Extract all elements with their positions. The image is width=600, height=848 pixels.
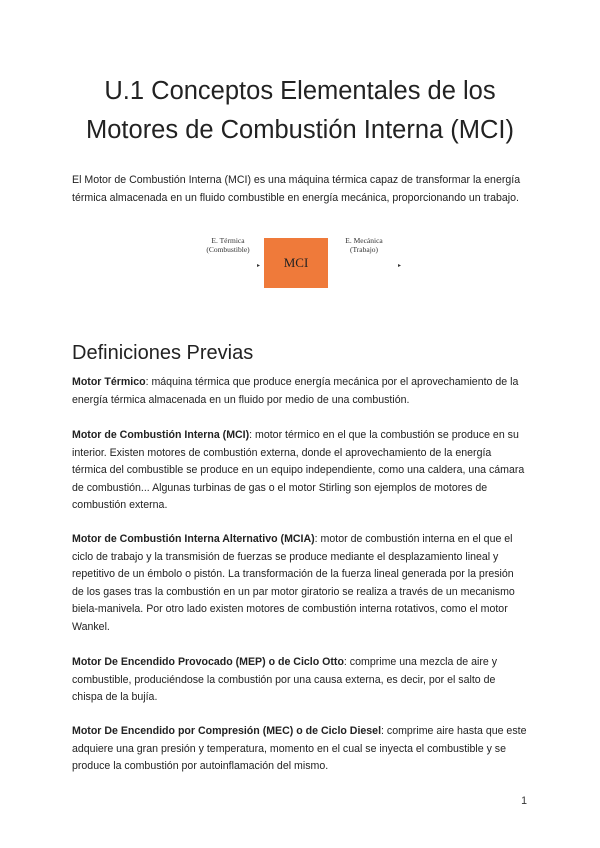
input-label-line-2: (Combustible) (206, 245, 250, 254)
definition-term: Motor Térmico (72, 376, 146, 388)
definition-mci (72, 427, 528, 515)
definition-text: : comprime aire hasta que este adquiere una gran presión y temperatura, momento en el cual se inyecta el combustible y se produce la combustión por autoinflamación del mismo. (72, 725, 527, 772)
output-energy-label (332, 236, 396, 254)
section-heading: Definiciones Previas (72, 342, 254, 364)
output-arrow-icon: ▸ (398, 263, 402, 269)
definition-mep (72, 654, 528, 707)
input-label-line-1: E. Térmica (211, 236, 245, 245)
definition-text: : motor térmico en el que la combustión se produce en su interior. Existen motores de combustión externa, donde el aprovechamiento de la energía térmica del combustible se produce en un equipo independiente, como una caldera, una cámara de combustión... Algunas turbinas de gas o el motor Stirling son ejemplos de motores de combustión externa. (72, 429, 525, 511)
output-label-line-2: (Trabajo) (349, 245, 379, 254)
definition-term: Motor de Combustión Interna Alternativo (MCIA) (72, 533, 315, 545)
definition-text: : comprime una mezcla de aire y combustible, produciéndose la combustión por una causa externa, es decir, por el salto de chispa de la bujía. (72, 656, 498, 703)
output-label-line-1: E. Mecánica (345, 236, 383, 245)
input-energy-label (198, 236, 258, 254)
definition-term: Motor de Combustión Interna (MCI) (72, 429, 250, 441)
definition-motor-termico (72, 374, 528, 409)
definition-mcia (72, 531, 528, 636)
definition-text: : motor de combustión interna en el que el ciclo de trabajo y la transmisión de fuerzas se produce mediante el desplazamiento lineal y repetitivo de un émbolo o pistón. La transformación de la fuerza lineal generada por la presión de los gases tras la combustión en un par motor giratorio se realiza a través de un mecanismo biela-manivela. Por otro lado existen motores de combustión interna rotativos, como el motor Wankel. (72, 533, 515, 633)
page-title: U.1 Conceptos Elementales de los Motores de Combustión Interna (MCI) (86, 77, 514, 144)
definition-term: Motor De Encendido por Compresión (MEC) o de Ciclo Diesel (72, 725, 382, 737)
definition-mec (72, 723, 528, 776)
mci-box: MCI (264, 238, 328, 288)
input-arrow-icon: ▸ (257, 263, 261, 269)
definition-term: Motor De Encendido Provocado (MEP) o de Ciclo Otto (72, 656, 344, 668)
page-number: 1 (521, 795, 527, 807)
definition-text: : máquina térmica que produce energía mecánica por el aprovechamiento de la energía térmica almacenada en un fluido por medio de una combustión. (72, 376, 519, 406)
mci-energy-diagram (198, 234, 418, 290)
intro-paragraph: El Motor de Combustión Interna (MCI) es una máquina térmica capaz de transformar la energía térmica almacenada en un fluido combustible en energía mecánica, proporcionando un trabajo. (72, 174, 521, 204)
